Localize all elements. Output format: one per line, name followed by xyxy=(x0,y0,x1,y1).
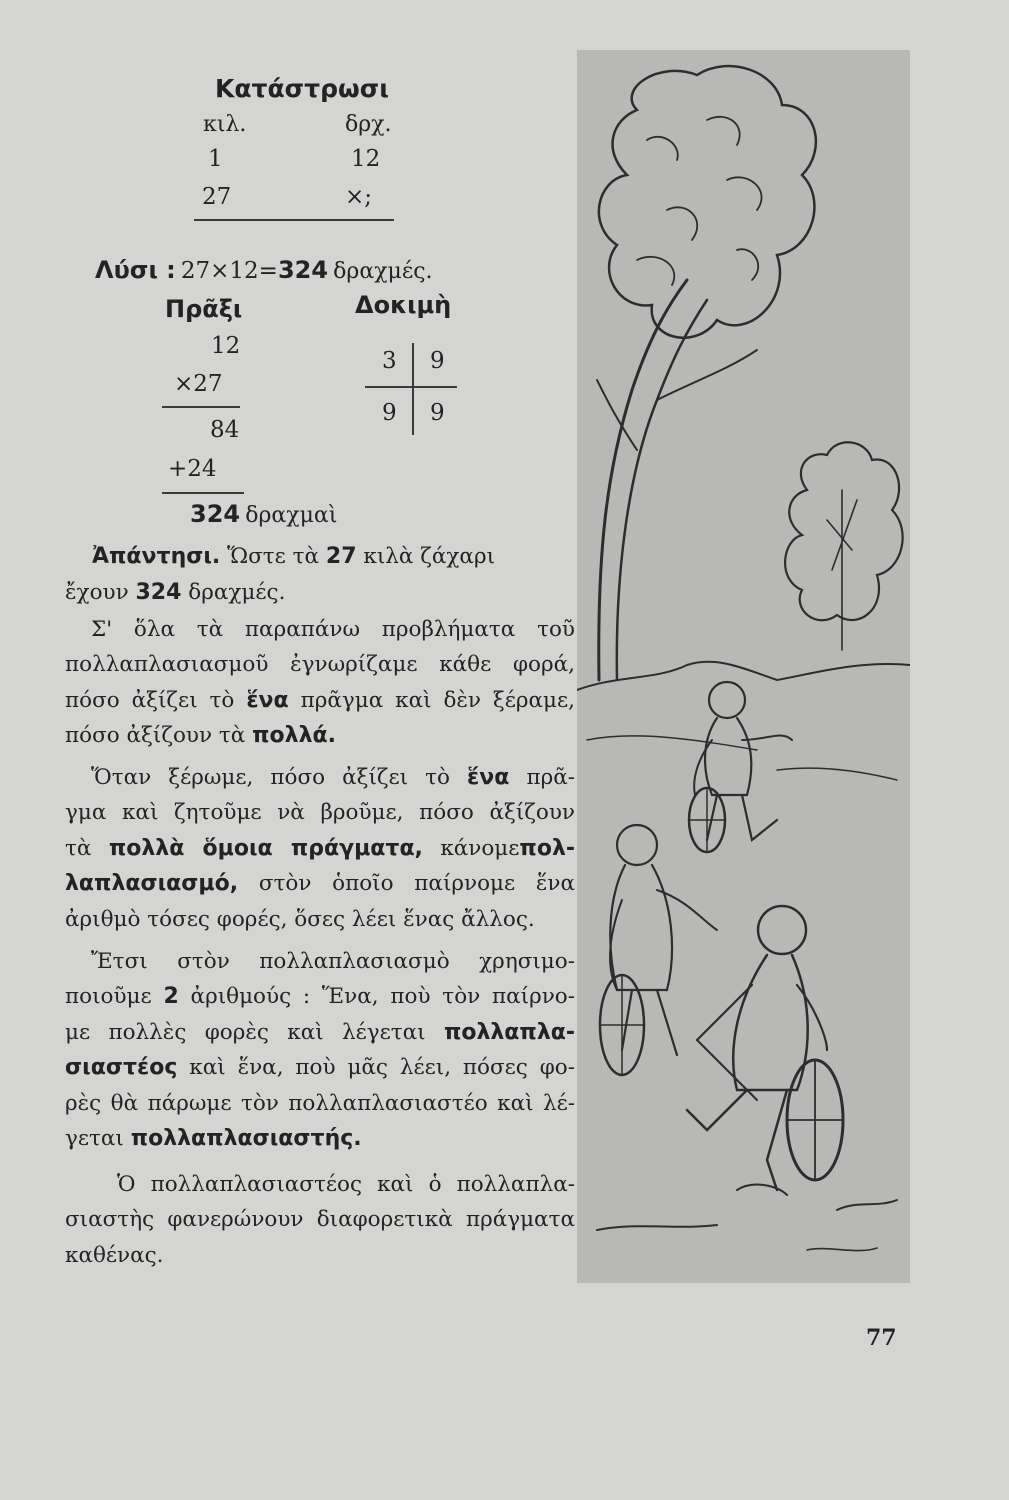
setup-row1-drachmas: 12 xyxy=(351,146,381,172)
setup-row1-kilos: 1 xyxy=(208,146,223,172)
answer-text2: κιλὰ ζάχαρι xyxy=(363,544,496,569)
practice-multiplier: ×27 xyxy=(174,371,223,397)
para1-line3 xyxy=(65,683,575,718)
solution-label: Λύσι : xyxy=(95,256,176,284)
para3-line3-bold: πολλαπλα- xyxy=(443,1019,575,1045)
para4-line1: Ὁ πολλαπλασιαστέος καὶ ὁ πολλαπλα- xyxy=(117,1172,575,1197)
setup-row2-unknown: ×; xyxy=(345,184,373,210)
setup-col1-header: κιλ. xyxy=(203,112,247,137)
para3-line2-a: ποιοῦμε xyxy=(65,984,152,1010)
illustration-drawing xyxy=(577,50,910,1283)
answer-text4: δραχμές. xyxy=(188,580,286,605)
para3-line3-a: με πολλὲς φορὲς καὶ λέγεται xyxy=(65,1019,426,1045)
para3-line5: ρὲς θὰ πάρωμε τὸν πολλαπλασιαστέο καὶ λέ- xyxy=(65,1090,575,1116)
para3-line1: Ἔτσι στὸν πολλαπλασιασμὸ χρησιμο- xyxy=(91,949,575,974)
para1-line4-bold: πολλά. xyxy=(252,723,336,749)
check-horizontal-line xyxy=(365,386,457,388)
practice-result-unit: δραχμαὶ xyxy=(245,503,338,528)
answer-line-1 xyxy=(92,544,495,569)
para4-line3: καθένας. xyxy=(65,1242,164,1268)
answer-text1: Ὥστε τὰ xyxy=(227,544,320,569)
para3-line4 xyxy=(65,1050,575,1085)
para2-line1-bold: ἕνα xyxy=(467,765,510,790)
check-top-left: 3 xyxy=(382,348,397,374)
check-title: Δοκιμὴ xyxy=(355,291,452,319)
answer-num2: 324 xyxy=(135,580,182,605)
para1-line2: πολλαπλασιασμοῦ ἐγνωρίζαμε κάθε φορά, xyxy=(65,652,575,678)
setup-underline xyxy=(194,219,394,221)
para2-line1-c: πρᾶ- xyxy=(526,765,576,790)
para2-line2: γμα καὶ ζητοῦμε νὰ βροῦμε, πόσο ἀξίζουν xyxy=(65,800,575,826)
practice-title: Πρᾶξι xyxy=(165,295,243,323)
para2-line3 xyxy=(65,831,575,866)
para2-line3-bold: πολλὰ ὅμοια πράγματα, xyxy=(108,835,423,861)
para1-line3-bold: ἕνα xyxy=(246,687,289,713)
para3-line3 xyxy=(65,1015,575,1050)
practice-line1 xyxy=(162,406,240,408)
para3-line2-bold: 2 xyxy=(163,984,179,1010)
paragraph-3 xyxy=(65,944,575,1156)
check-top-right: 9 xyxy=(430,348,445,374)
para2-line4 xyxy=(65,866,575,901)
para3-line2-c: ἀριθμούς : Ἕνα, ποὺ τὸν παίρνο- xyxy=(190,984,575,1010)
check-bottom-left: 9 xyxy=(382,400,397,426)
para2-line4-bold: λαπλασιασμό, xyxy=(65,871,239,897)
para1-line3-c: πρᾶγμα καὶ δὲν ξέραμε, xyxy=(300,687,575,713)
para3-line4-b: καὶ ἕνα, ποὺ μᾶς λέει, πόσες φο- xyxy=(189,1055,575,1081)
para2-line3-a: τὰ xyxy=(65,835,92,861)
practice-partial1: 84 xyxy=(210,417,240,443)
paragraph-1 xyxy=(65,612,575,754)
solution-unit: δραχμές. xyxy=(333,259,433,284)
para3-line6-bold: πολλαπλασιαστής. xyxy=(130,1126,362,1152)
para2-line3-c: κάνομε xyxy=(440,835,520,861)
check-vertical-line xyxy=(412,343,414,435)
practice-partial2: +24 xyxy=(168,456,217,482)
para2-line5: ἀριθμὸ τόσες φορές, ὅσες λέει ἕνας ἄλλος. xyxy=(65,906,535,932)
para1-line3-a: πόσο ἀξίζει τὸ xyxy=(65,687,235,713)
para3-line6-a: γεται xyxy=(65,1126,124,1152)
para1-line4 xyxy=(65,718,575,753)
paragraph-4 xyxy=(65,1167,575,1273)
solution-result: 324 xyxy=(277,256,329,284)
answer-num1: 27 xyxy=(325,544,357,569)
para2-line1 xyxy=(65,760,575,795)
illustration-children-with-hoops xyxy=(577,50,910,1283)
para4-line2: σιαστὴς φανερώνουν διαφορετικὰ πράγματα xyxy=(65,1207,575,1233)
para3-line2 xyxy=(65,979,575,1014)
page-number: 77 xyxy=(866,1325,897,1351)
answer-line-2 xyxy=(65,580,285,605)
solution-line xyxy=(95,256,433,284)
check-bottom-right: 9 xyxy=(430,400,445,426)
practice-multiplicand: 12 xyxy=(211,333,241,359)
para2-line4-b: στὸν ὁποῖο παίρνομε ἕνα xyxy=(258,871,576,897)
paragraph-2 xyxy=(65,760,575,937)
para1-line4-a: πόσο ἀξίζουν τὰ xyxy=(65,723,246,749)
answer-label: Ἀπάντησι. xyxy=(92,544,221,569)
practice-result: 324 xyxy=(190,500,241,528)
para3-line6 xyxy=(65,1121,575,1156)
solution-expression: 27×12= xyxy=(180,258,278,284)
para1-line1: Σ' ὅλα τὰ παραπάνω προβλήματα τοῦ xyxy=(91,617,575,642)
practice-result-line xyxy=(190,500,337,528)
setup-title: Κατάστρωσι xyxy=(215,74,389,103)
setup-row2-kilos: 27 xyxy=(202,184,232,210)
setup-col2-header: δρχ. xyxy=(345,112,392,137)
para2-line1-a: Ὅταν ξέρωμε, πόσο ἀξίζει τὸ xyxy=(91,765,450,790)
para2-line3-bold2: πολ- xyxy=(519,835,575,861)
para3-line4-bold: σιαστέος xyxy=(65,1055,178,1081)
answer-text3: ἔχουν xyxy=(65,580,129,605)
practice-line2 xyxy=(162,492,244,494)
